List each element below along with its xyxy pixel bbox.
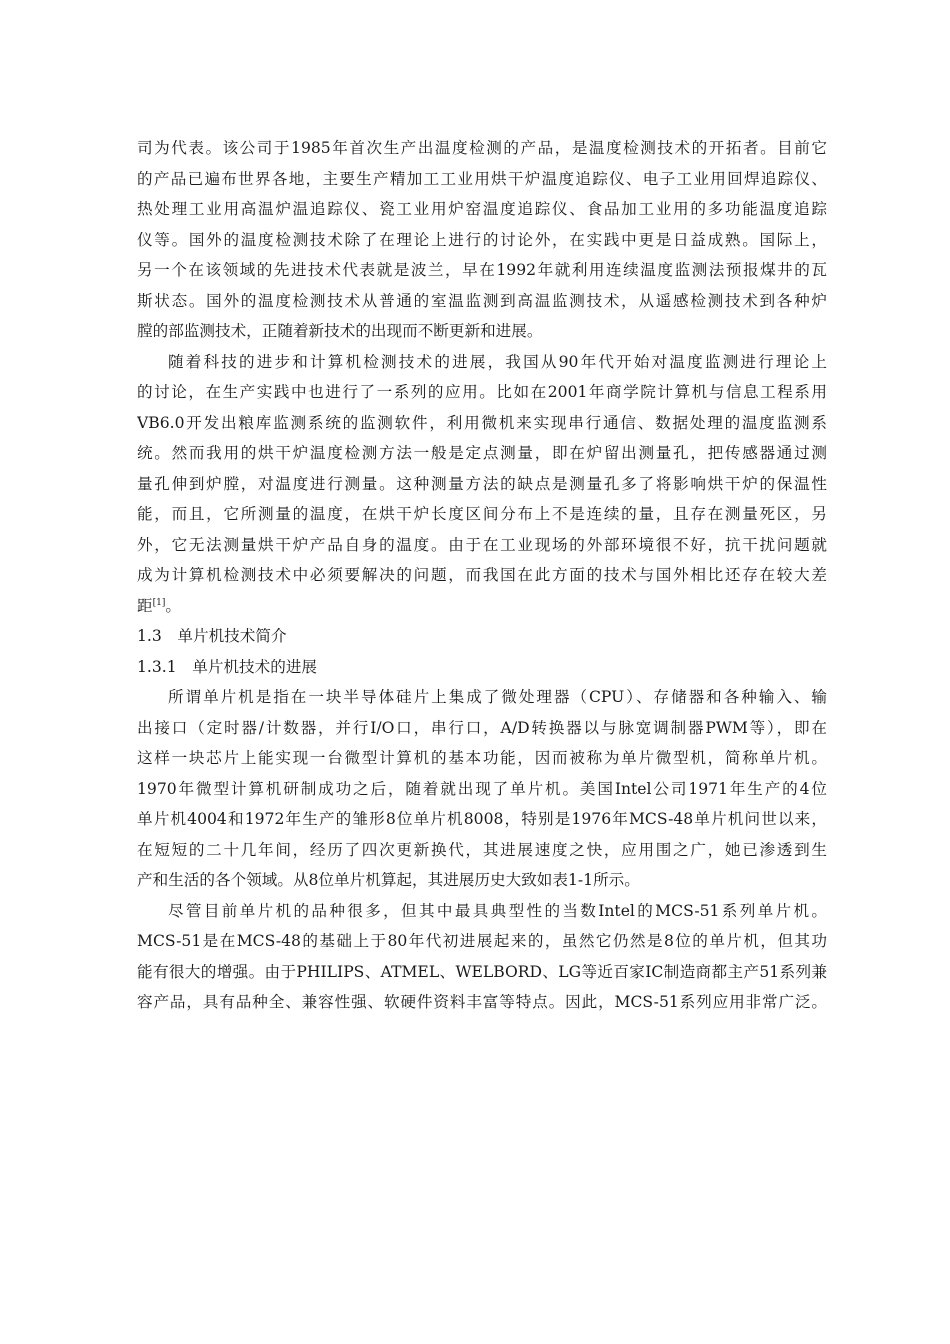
text-line: 这样一块芯片上能实现一台微型计算机的基本功能，因而被称为单片微型机，简称单片机。	[137, 749, 827, 767]
text-line: 在短短的二十几年间，经历了四次更新换代，其进展速度之快，应用围之广，她已渗透到生	[137, 840, 827, 859]
text-line: 量孔伸到炉膛，对温度进行测量。这种测量方法的缺点是测量孔多了将影响烘干炉的保温性	[137, 474, 827, 493]
paragraph-1	[137, 133, 827, 347]
text-line: 仪等。国外的温度检测技术除了在理论上进行的讨论外，在实践中更是日益成熟。国际上，	[137, 230, 827, 249]
text-line: 单片机4004和1972年生产的雏形8位单片机8008，特别是1976年MCS-48单片机问世以来，	[137, 810, 827, 828]
citation-ref: [1]	[152, 597, 166, 608]
section-heading: 1.3 单片机技术简介	[137, 627, 287, 645]
text-line: 能，而且，它所测量的温度，在烘干炉长度区间分布上不是连续的量，且存在测量死区，另	[137, 505, 827, 523]
paragraph-2	[137, 347, 827, 622]
text-line: 另一个在该领域的先进技术代表就是波兰，早在1992年就利用连续温度监测法预报煤井的瓦	[137, 261, 827, 279]
text-line: 统。然而我用的烘干炉温度检测方法一般是定点测量，即在炉留出测量孔，把传感器通过测	[137, 444, 827, 462]
text-line: 产和生活的各个领域。从8位单片机算起，其进展历史大致如表1-1所示。	[137, 871, 640, 889]
text-line: 的产品已遍布世界各地，主要生产精加工工业用烘干炉温度追踪仪、电子工业用回焊追踪仪、	[137, 169, 827, 188]
text-line: 1970年微型计算机研制成功之后，随着就出现了单片机。美国Intel公司1971年生产的4位	[137, 779, 827, 798]
text-line: 成为计算机检测技术中必须要解决的问题，而我国在此方面的技术与国外相比还存在较大差	[137, 566, 827, 584]
text-fragment: 距	[137, 596, 153, 615]
paragraph-4	[137, 896, 827, 1018]
text-line: 尽管目前单片机的品种很多，但其中最具典型性的当数Intel的MCS-51系列单片机。	[168, 901, 827, 920]
subsection-heading: 1.3.1 单片机技术的进展	[137, 657, 318, 676]
text-line: 容产品，具有品种全、兼容性强、软硬件资料丰富等特点。因此，MCS-51系列应用非常广泛。	[137, 993, 827, 1011]
text-fragment: 。	[165, 596, 181, 615]
text-line: 随着科技的进步和计算机检测技术的进展，我国从90年代开始对温度监测进行理论上	[168, 352, 827, 371]
paragraph-3	[137, 682, 827, 896]
text-line: 能有很大的增强。由于PHILIPS、ATMEL、WELBORD、LG等近百家IC制造商都主产51系列兼	[137, 962, 827, 981]
text-line: 出接口（定时器/计数器，并行I/O口，串行口，A/D转换器以与脉宽调制器PWM等），即在	[137, 718, 827, 737]
text-line: 膛的部监测技术，正随着新技术的出现而不断更新和进展。	[137, 322, 543, 340]
text-line: 外，它无法测量烘干炉产品自身的温度。由于在工业现场的外部环境很不好，抗干扰问题就	[137, 535, 827, 554]
text-line: 的讨论，在生产实践中也进行了一系列的应用。比如在2001年商学院计算机与信息工程系用	[137, 383, 827, 401]
text-line	[137, 591, 827, 622]
text-line: 司为代表。该公司于1985年首次生产出温度检测的产品，是温度检测技术的开拓者。目前它	[137, 139, 827, 157]
text-line: 热处理工业用高温炉温追踪仪、瓷工业用炉窑温度追踪仪、食品加工业用的多功能温度追踪	[137, 200, 827, 218]
text-line: MCS-51是在MCS-48的基础上于80年代初进展起来的，虽然它仍然是8位的单片机，但其功	[137, 932, 827, 950]
text-line: 所谓单片机是指在一块半导体硅片上集成了微处理器（CPU）、存储器和各种输入、输	[168, 688, 827, 706]
document-page	[137, 133, 827, 1018]
text-line: 斯状态。国外的温度检测技术从普通的室温监测到高温监测技术，从遥感检测技术到各种炉	[137, 291, 827, 310]
text-line: VB6.0开发出粮库监测系统的监测软件，利用微机来实现串行通信、数据处理的温度监测系	[137, 413, 827, 432]
